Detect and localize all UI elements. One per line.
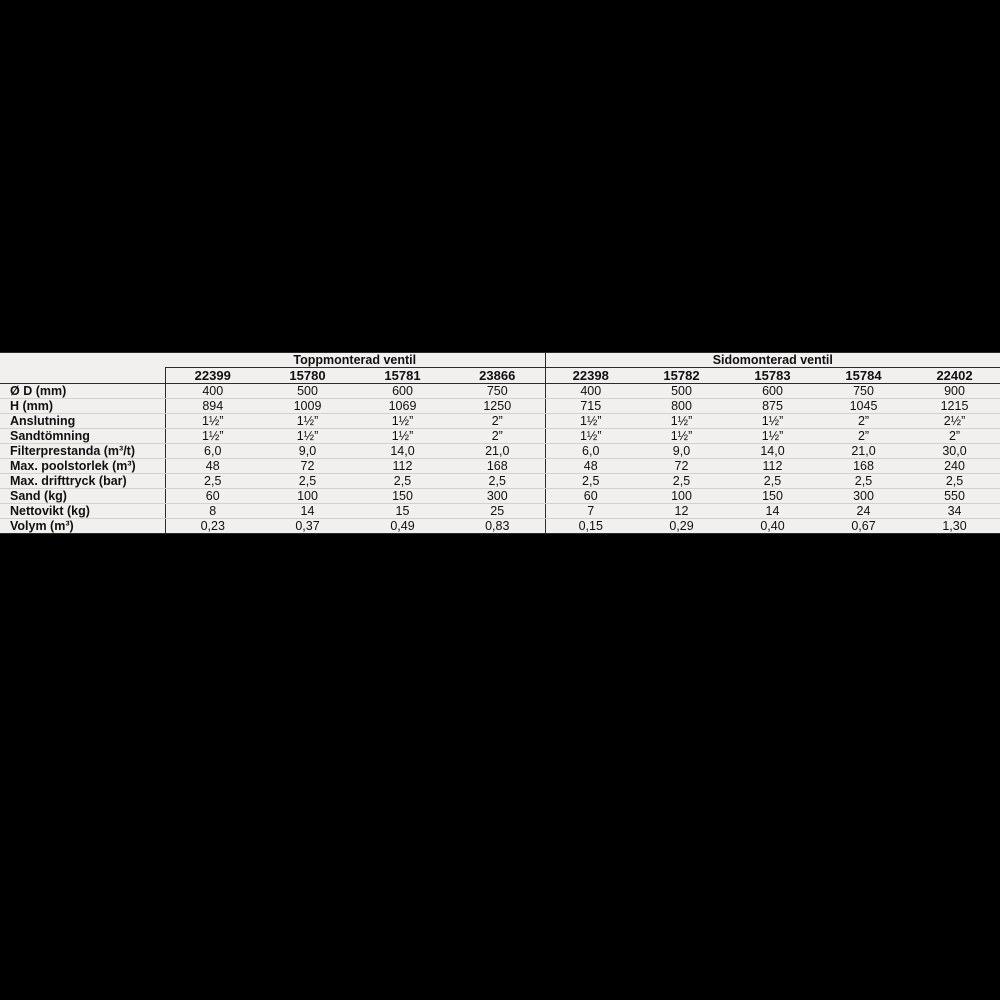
table-cell: 2,5: [636, 474, 727, 489]
table-cell: 1009: [260, 399, 355, 414]
table-cell: 550: [909, 489, 1000, 504]
table-cell: 1½”: [165, 429, 260, 444]
table-cell: 2,5: [818, 474, 909, 489]
table-cell: 21,0: [818, 444, 909, 459]
article-number-cell: 23866: [450, 368, 545, 384]
row-label: Max. drifttryck (bar): [0, 474, 165, 489]
table-cell: 1215: [909, 399, 1000, 414]
table-row: [0, 399, 1000, 414]
table-cell: 1½”: [636, 414, 727, 429]
row-label: Filterprestanda (m³/t): [0, 444, 165, 459]
article-number-cell: 15784: [818, 368, 909, 384]
table-cell: 240: [909, 459, 1000, 474]
table-cell: 15: [355, 504, 450, 519]
table-row: [0, 444, 1000, 459]
table-cell: 800: [636, 399, 727, 414]
article-number-row-label: [0, 368, 165, 384]
group-header-row: [0, 353, 1000, 368]
table-cell: 100: [260, 489, 355, 504]
table-cell: 21,0: [450, 444, 545, 459]
table-row: [0, 459, 1000, 474]
table-cell: 24: [818, 504, 909, 519]
table-cell: 60: [545, 489, 636, 504]
table-cell: 150: [355, 489, 450, 504]
table-cell: 9,0: [260, 444, 355, 459]
table-cell: 1½”: [355, 429, 450, 444]
row-label: Nettovikt (kg): [0, 504, 165, 519]
table-cell: 2½”: [909, 414, 1000, 429]
table-cell: 2,5: [260, 474, 355, 489]
table-cell: 600: [727, 384, 818, 399]
table-cell: 48: [165, 459, 260, 474]
table-cell: 0,15: [545, 519, 636, 534]
table-cell: 900: [909, 384, 1000, 399]
table-cell: 875: [727, 399, 818, 414]
table-row: [0, 474, 1000, 489]
specification-table: [0, 352, 1000, 534]
table-cell: 1250: [450, 399, 545, 414]
table-cell: 0,37: [260, 519, 355, 534]
table-cell: 2”: [450, 429, 545, 444]
table-cell: 0,83: [450, 519, 545, 534]
table-cell: 168: [818, 459, 909, 474]
article-number-cell: 22398: [545, 368, 636, 384]
article-number-cell: 15780: [260, 368, 355, 384]
table-cell: 2,5: [450, 474, 545, 489]
table-cell: 1½”: [260, 429, 355, 444]
table-cell: 0,67: [818, 519, 909, 534]
table-cell: 112: [727, 459, 818, 474]
table-cell: 1045: [818, 399, 909, 414]
table-cell: 0,23: [165, 519, 260, 534]
table-cell: 34: [909, 504, 1000, 519]
table-cell: 0,29: [636, 519, 727, 534]
table-cell: 6,0: [165, 444, 260, 459]
table-cell: 300: [818, 489, 909, 504]
table-cell: 1,30: [909, 519, 1000, 534]
table-cell: 0,49: [355, 519, 450, 534]
table-cell: 2,5: [355, 474, 450, 489]
table-cell: 400: [165, 384, 260, 399]
article-number-cell: 15781: [355, 368, 450, 384]
table-cell: 1½”: [165, 414, 260, 429]
group-header-spacer: [0, 353, 165, 368]
table-cell: 2”: [818, 429, 909, 444]
table-cell: 6,0: [545, 444, 636, 459]
table-cell: 500: [260, 384, 355, 399]
table-cell: 1½”: [727, 429, 818, 444]
table-cell: 25: [450, 504, 545, 519]
table-cell: 9,0: [636, 444, 727, 459]
table-cell: 2”: [909, 429, 1000, 444]
table-cell: 894: [165, 399, 260, 414]
table-cell: 30,0: [909, 444, 1000, 459]
table-cell: 72: [636, 459, 727, 474]
table-row: [0, 414, 1000, 429]
table-cell: 300: [450, 489, 545, 504]
row-label: Volym (m³): [0, 519, 165, 534]
table-cell: 150: [727, 489, 818, 504]
table-cell: 7: [545, 504, 636, 519]
table-cell: 2”: [818, 414, 909, 429]
specification-table-panel: [0, 352, 1000, 534]
table-cell: 1½”: [545, 429, 636, 444]
table-cell: 2,5: [545, 474, 636, 489]
table-cell: 2”: [450, 414, 545, 429]
table-cell: 1½”: [260, 414, 355, 429]
row-label: H (mm): [0, 399, 165, 414]
article-number-cell: 22402: [909, 368, 1000, 384]
table-cell: 1½”: [355, 414, 450, 429]
table-cell: 48: [545, 459, 636, 474]
table-cell: 1069: [355, 399, 450, 414]
table-cell: 112: [355, 459, 450, 474]
table-cell: 14: [260, 504, 355, 519]
table-cell: 2,5: [909, 474, 1000, 489]
table-cell: 715: [545, 399, 636, 414]
group-header-top-valve: Toppmonterad ventil: [165, 353, 545, 368]
table-cell: 14: [727, 504, 818, 519]
table-cell: 400: [545, 384, 636, 399]
table-row: [0, 384, 1000, 399]
row-label: Max. poolstorlek (m³): [0, 459, 165, 474]
table-cell: 1½”: [636, 429, 727, 444]
group-header-side-valve: Sidomonterad ventil: [545, 353, 1000, 368]
table-cell: 72: [260, 459, 355, 474]
table-cell: 1½”: [727, 414, 818, 429]
table-row: [0, 519, 1000, 534]
article-number-cell: 15782: [636, 368, 727, 384]
article-number-cell: 15783: [727, 368, 818, 384]
table-body: [0, 384, 1000, 534]
table-cell: 14,0: [727, 444, 818, 459]
table-cell: 2,5: [165, 474, 260, 489]
table-cell: 8: [165, 504, 260, 519]
table-header: [0, 353, 1000, 384]
table-cell: 14,0: [355, 444, 450, 459]
table-cell: 60: [165, 489, 260, 504]
table-cell: 500: [636, 384, 727, 399]
table-cell: 168: [450, 459, 545, 474]
row-label: Anslutning: [0, 414, 165, 429]
article-number-row: [0, 368, 1000, 384]
table-row: [0, 489, 1000, 504]
table-cell: 0,40: [727, 519, 818, 534]
table-cell: 12: [636, 504, 727, 519]
table-cell: 750: [818, 384, 909, 399]
table-cell: 750: [450, 384, 545, 399]
table-cell: 600: [355, 384, 450, 399]
row-label: Ø D (mm): [0, 384, 165, 399]
article-number-cell: 22399: [165, 368, 260, 384]
table-cell: 100: [636, 489, 727, 504]
row-label: Sandtömning: [0, 429, 165, 444]
table-cell: 2,5: [727, 474, 818, 489]
row-label: Sand (kg): [0, 489, 165, 504]
table-cell: 1½”: [545, 414, 636, 429]
table-row: [0, 429, 1000, 444]
table-row: [0, 504, 1000, 519]
